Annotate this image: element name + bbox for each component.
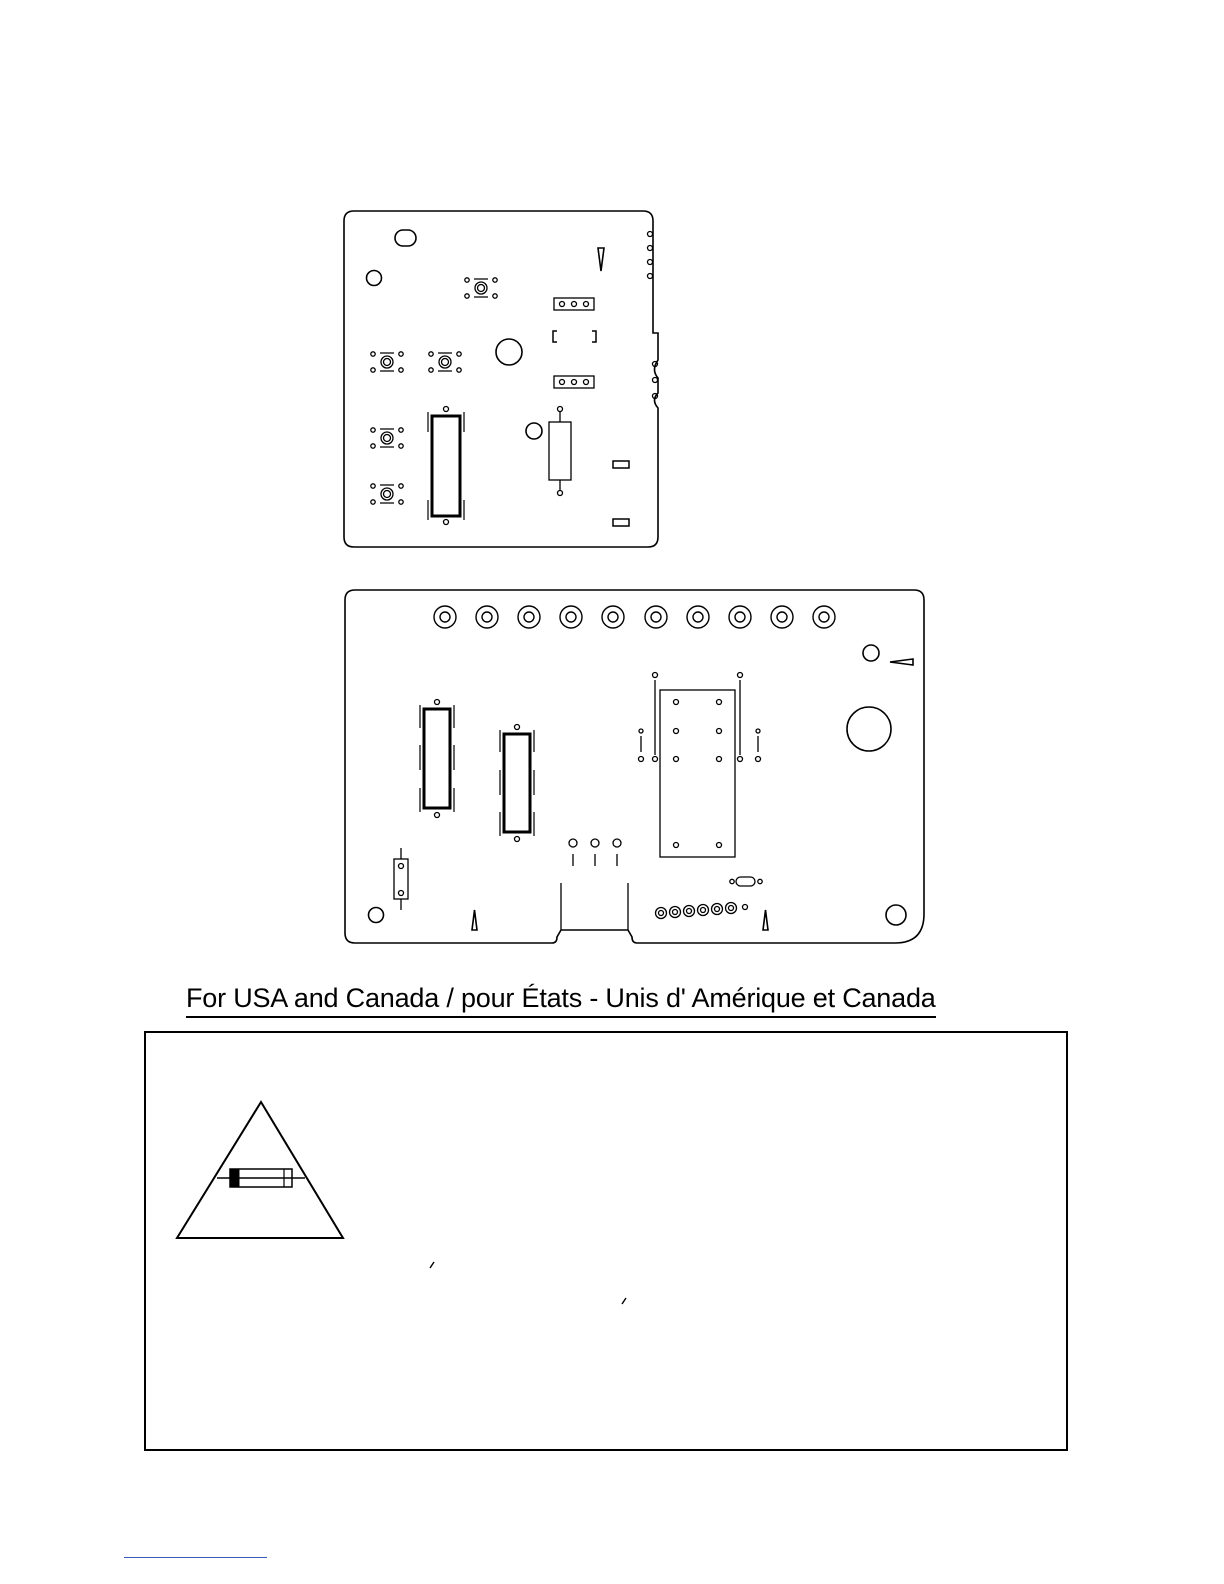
accent-mark bbox=[622, 1298, 626, 1304]
region-caption: For USA and Canada / pour États - Unis d' Amérique et Canada bbox=[186, 982, 936, 1018]
footer-rule bbox=[124, 1557, 267, 1558]
accent-mark bbox=[430, 1262, 434, 1268]
fuse-warning-triangle-icon bbox=[177, 1102, 343, 1238]
